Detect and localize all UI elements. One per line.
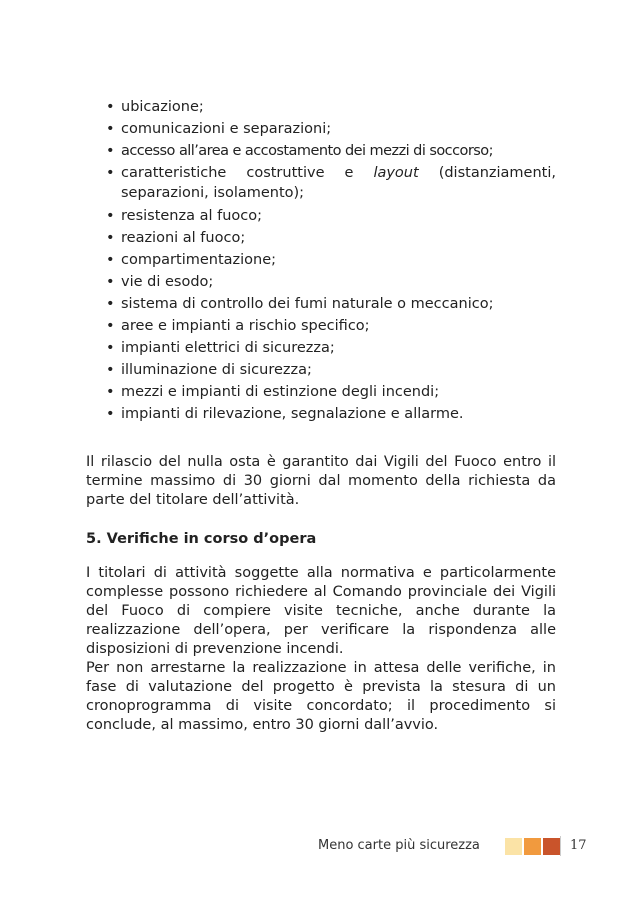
- bullet-icon: •: [106, 318, 115, 334]
- list-item: • impianti di rilevazione, segnalazione e allarme.: [106, 403, 556, 425]
- bullet-icon: •: [106, 143, 115, 159]
- paragraph-visite-tecniche: I titolari di attività soggette alla normativa e particolarmente complesse possono richiedere al Comando provinciale dei Vigili del Fuoco di compiere visite tecniche, anche durante la realizzazione dell’opera, per verificare la rispondenza alle disposizioni di prevenzione incendi.: [86, 565, 556, 657]
- bullet-icon: •: [106, 99, 115, 115]
- bullet-icon: •: [106, 121, 115, 137]
- requirements-list: [106, 96, 556, 425]
- bullet-icon: •: [106, 340, 115, 356]
- decor-square-dark: [543, 838, 560, 855]
- list-item: • compartimentazione;: [106, 249, 556, 271]
- bullet-icon: •: [106, 208, 115, 224]
- bullet-icon: •: [106, 165, 115, 181]
- bullet-icon: •: [106, 406, 115, 422]
- list-item: • reazioni al fuoco;: [106, 227, 556, 249]
- bullet-icon: •: [106, 230, 115, 246]
- footer-title: Meno carte più sicurezza: [318, 838, 480, 853]
- bullet-icon: •: [106, 252, 115, 268]
- list-item: • comunicazioni e separazioni;: [106, 118, 556, 140]
- paragraph-nulla-osta: Il rilascio del nulla osta è garantito dai Vigili del Fuoco entro il termine massimo di 30 giorni dal momento della richiesta da parte del titolare dell’attività.: [86, 454, 556, 508]
- list-item: • mezzi e impianti di estinzione degli incendi;: [106, 381, 556, 403]
- bullet-icon: •: [106, 362, 115, 378]
- list-item: • caratteristiche costruttive e layout (distanziamenti, separazioni, isolamento);: [106, 165, 556, 201]
- section-heading: 5. Verifiche in corso d’opera: [86, 531, 317, 547]
- list-item: • vie di esodo;: [106, 271, 556, 293]
- footer-divider: [560, 836, 561, 856]
- decor-square-light: [505, 838, 522, 855]
- list-item: • impianti elettrici di sicurezza;: [106, 337, 556, 359]
- list-item: • sistema di controllo dei fumi naturale o meccanico;: [106, 293, 556, 315]
- bullet-icon: •: [106, 296, 115, 312]
- paragraph-cronoprogramma: Per non arrestarne la realizzazione in attesa delle verifiche, in fase di valutazione del progetto è prevista la stesura di un cronoprogramma di visite concordato; il procedimento si conclude, al massimo, entro 30 giorni dall’avvio.: [86, 660, 556, 733]
- page-number: 17: [570, 838, 587, 853]
- list-item: • ubicazione;: [106, 96, 556, 118]
- decor-square-orange: [524, 838, 541, 855]
- list-item: • aree e impianti a rischio specifico;: [106, 315, 556, 337]
- bullet-icon: •: [106, 384, 115, 400]
- list-item: • accesso all’area e accostamento dei mezzi di soccorso;: [106, 140, 556, 162]
- bullet-icon: •: [106, 274, 115, 290]
- list-item: • resistenza al fuoco;: [106, 205, 556, 227]
- list-item: • illuminazione di sicurezza;: [106, 359, 556, 381]
